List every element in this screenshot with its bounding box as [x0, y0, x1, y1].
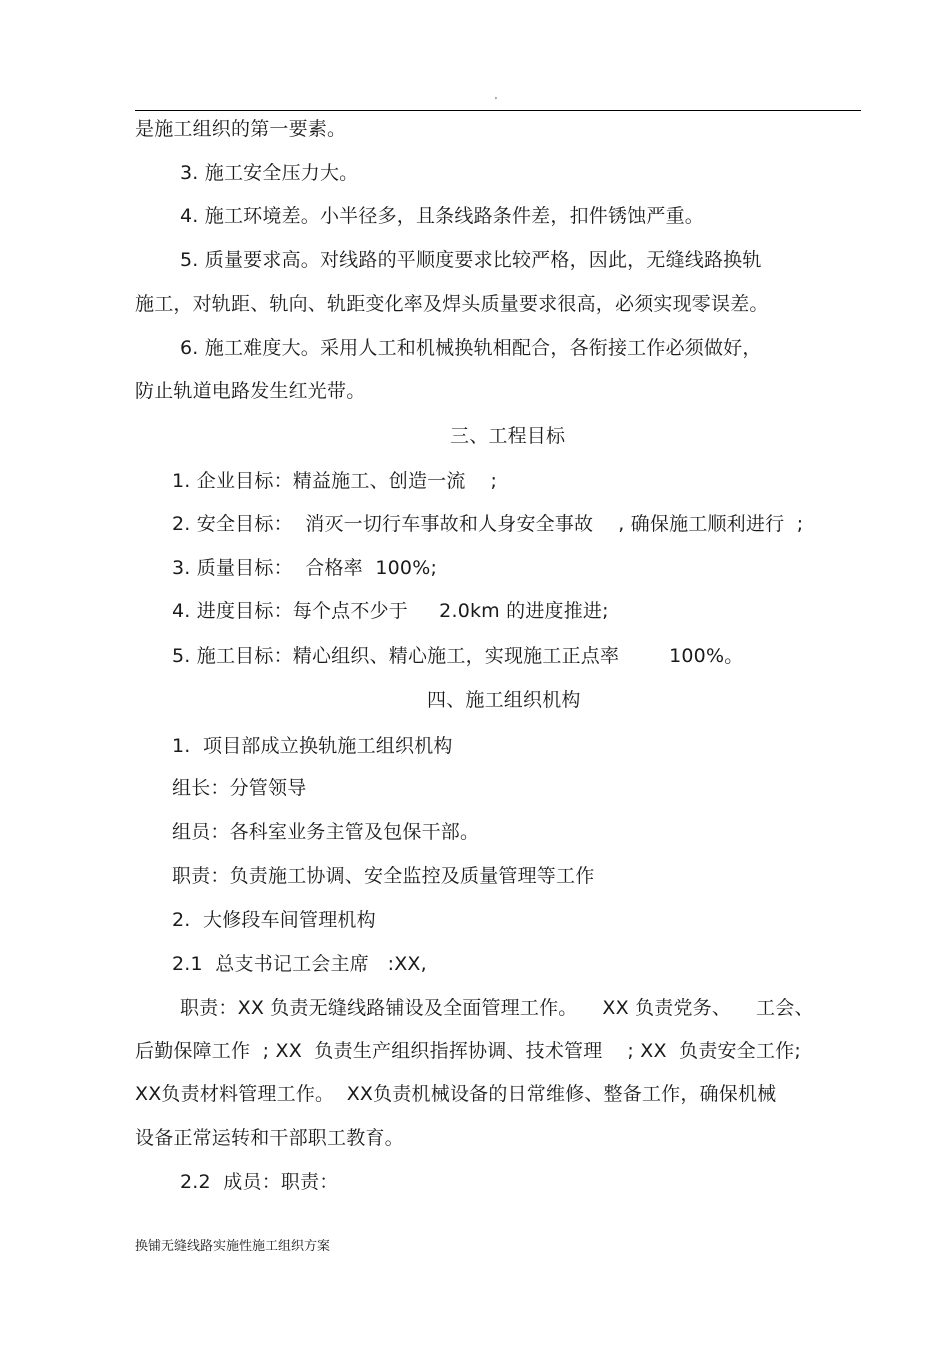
header-mark: ': [495, 96, 497, 107]
body-line: 1. 企业目标：精益施工、创造一流 ;: [172, 470, 498, 492]
body-line: 3. 施工安全压力大。: [180, 162, 359, 184]
body-line: 2.1 总支书记工会主席 :XX,: [172, 953, 427, 975]
section-heading: 三、工程目标: [450, 425, 566, 447]
body-line: 4. 施工环境差。小半径多，且条线路条件差，扣件锈蚀严重。: [180, 205, 704, 227]
body-line: 组长：分管领导: [172, 777, 307, 799]
body-line: 组员：各科室业务主管及包保干部。: [172, 821, 480, 843]
body-line: 5. 施工目标：精心组织、精心施工，实现施工正点率 100%。: [172, 645, 744, 667]
body-line: 6. 施工难度大。采用人工和机械换轨相配合，各衔接工作必须做好，: [180, 337, 762, 359]
header-rule: [135, 110, 861, 111]
body-line: 施工，对轨距、轨向、轨距变化率及焊头质量要求很高，必须实现零误差。: [135, 293, 769, 315]
body-line: 是施工组织的第一要素。: [135, 118, 347, 140]
body-line: 防止轨道电路发生红光带。: [135, 380, 366, 402]
section-heading: 四、施工组织机构: [427, 689, 581, 711]
footer-title: 换铺无缝线路实施性施工组织方案: [135, 1239, 331, 1254]
body-line: 职责：XX 负责无缝线路铺设及全面管理工作。 XX 负责党务、 工会、: [180, 997, 814, 1019]
body-line: 后勤保障工作 ; XX 负责生产组织指挥协调、技术管理 ; XX 负责安全工作;: [135, 1040, 801, 1062]
body-line: 职责：负责施工协调、安全监控及质量管理等工作: [172, 865, 595, 887]
body-line: 5. 质量要求高。对线路的平顺度要求比较严格，因此，无缝线路换轨: [180, 249, 762, 271]
body-line: 设备正常运转和干部职工教育。: [135, 1127, 404, 1149]
body-line: 2.2 成员：职责：: [180, 1171, 339, 1193]
body-line: 1. 项目部成立换轨施工组织机构: [172, 735, 453, 757]
body-line: XX负责材料管理工作。 XX负责机械设备的日常维修、整备工作，确保机械: [135, 1083, 777, 1105]
body-line: 4. 进度目标：每个点不少于 2.0km 的进度推进;: [172, 600, 609, 622]
body-line: 2. 安全目标： 消灭一切行车事故和人身安全事故 , 确保施工顺利进行 ;: [172, 513, 804, 535]
body-line: 2. 大修段车间管理机构: [172, 909, 376, 931]
body-line: 3. 质量目标： 合格率 100%;: [172, 557, 438, 579]
